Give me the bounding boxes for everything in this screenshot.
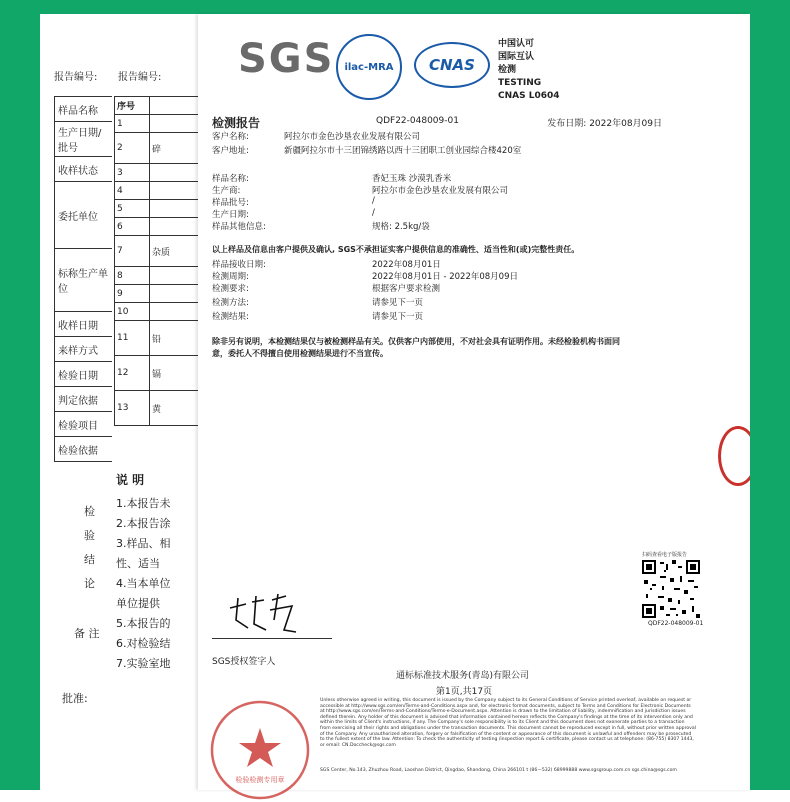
result-label: 检测结果: xyxy=(212,312,249,322)
conclusion-char: 验 xyxy=(84,529,95,542)
row-item: 碎 xyxy=(150,133,205,164)
row-label: 来样方式 xyxy=(55,337,114,362)
accreditation-line: CNAS L0604 xyxy=(498,91,560,101)
batch-value: / xyxy=(372,196,375,206)
prod-date-value: / xyxy=(372,208,375,218)
method-label: 检测方法: xyxy=(212,298,249,308)
svg-text:检验检测专用章: 检验检测专用章 xyxy=(235,776,285,784)
report-title: 检测报告 xyxy=(212,116,261,130)
notes-title: 说 明 xyxy=(116,473,145,487)
row-label: 收样日期 xyxy=(55,312,114,337)
accreditation-line: 中国认可 xyxy=(498,39,535,49)
row-label: 检验日期 xyxy=(55,362,114,387)
note-line: 1.本报告未 xyxy=(116,497,171,510)
row-no: 4 xyxy=(115,182,150,200)
row-no: 12 xyxy=(115,356,150,391)
disclaimer-2-cont: 意，委托人不得擅自使用检测结果进行不当宣传。 xyxy=(212,349,388,358)
sample-name-value: 香妃玉珠 沙漠乳香米 xyxy=(372,174,452,184)
row-label: 样品名称 xyxy=(55,97,114,122)
row-label: 收样状态 xyxy=(55,157,114,182)
report-no-label: 报告编号: xyxy=(118,72,162,83)
row-no: 10 xyxy=(115,303,150,321)
receive-date-label: 样品接收日期: xyxy=(212,260,266,270)
other-info-value: 规格: 2.5kg/袋 xyxy=(372,222,430,232)
note-line: 5.本报告的 xyxy=(116,617,171,630)
remark-label: 备 注 xyxy=(74,627,100,640)
address-value: 新疆阿拉尔市十三团锦绣路以西十三团职工创业园综合楼420室 xyxy=(284,146,522,156)
note-line: 2.本报告涂 xyxy=(116,517,171,530)
conclusion-char: 结 xyxy=(84,553,95,566)
producer-label: 生产商: xyxy=(212,186,241,196)
issue-date: 发布日期: 2022年08月09日 xyxy=(547,119,662,129)
row-item: 杂质 xyxy=(150,236,205,267)
qr-report-number: QDF22-048009-01 xyxy=(648,620,704,627)
accreditation-line: 国际互认 xyxy=(498,52,535,62)
note-line: 性、适当 xyxy=(116,557,160,570)
row-label: 判定依据 xyxy=(55,387,114,412)
report-number: QDF22-048009-01 xyxy=(376,116,459,126)
other-info-label: 样品其他信息: xyxy=(212,222,266,232)
test-period-label: 检测周期: xyxy=(212,272,249,282)
row-item: 黄 xyxy=(150,391,205,426)
row-label: 标称生产单位 xyxy=(55,249,114,312)
ilac-logo-text: ilac-MRA xyxy=(344,62,394,73)
conclusion-char: 论 xyxy=(84,577,95,590)
row-no: 13 xyxy=(115,391,150,426)
address-label: 客户地址: xyxy=(212,146,249,156)
report-no-label: 报告编号: xyxy=(54,72,98,83)
cnas-logo-text: CNAS xyxy=(429,56,475,74)
producer-value: 阿拉尔市金色沙垦农业发展有限公司 xyxy=(372,186,509,196)
method-value: 请参见下一页 xyxy=(372,298,424,308)
row-item: 铅 xyxy=(150,321,205,356)
test-period-value: 2022年08月01日 - 2022年08月09日 xyxy=(372,272,518,282)
footer-address: SGS Center, No.143, Zhuzhou Road, Laoshan District, Qingdao, Shandong, China 266101 t (86—532) 68999888 www.sgsgroup.com.cn sgs.china@sgs.com xyxy=(320,768,677,773)
requirement-value: 根据客户要求检测 xyxy=(372,284,441,294)
signer-label: SGS授权签字人 xyxy=(212,657,276,667)
row-no: 8 xyxy=(115,267,150,285)
row-no: 5 xyxy=(115,200,150,218)
conclusion-char: 检 xyxy=(84,505,95,518)
row-label: 检验依据 xyxy=(55,437,114,462)
qr-caption: 扫码查看电子版报告 xyxy=(642,552,688,558)
sgs-logo: SGS xyxy=(238,36,335,82)
row-no: 6 xyxy=(115,218,150,236)
accreditation-line: TESTING xyxy=(498,78,542,88)
batch-label: 样品批号: xyxy=(212,198,249,208)
note-line: 3.样品、相 xyxy=(116,537,171,550)
terms-fine-print: Unless otherwise agreed in writing, this document is issued by the Company subject to its General Conditions of Service printed overleaf, available on request or accessible at http://www.sgs.com/en/Terms-and-Conditions.aspx and, for electronic format documents, subject to Terms and Conditions for Electronic Documents at http://www.sgs.com/en/Terms-and-Conditions/Terms-e-Document.aspx. Attention is drawn to the limitation of liability, indemnification and jurisdiction issues defined therein. Any holder of this document is advised that information contained hereon reflects the Company's findings at the time of its intervention only and within the limits of Client's instructions, if any. The Company's sole responsibility is to its Client and this document does not exonerate parties to a transaction from exercising all their rights and obligations under the transaction documents. This document cannot be reproduced except in full, without prior written approval of the Company. Any unauthorized alteration, forgery or falsification of the content or appearance of this document is unlawful and offenders may be prosecuted to the fullest extent of the law. Attention: To check the authenticity of testing /inspection report & certificate, please contact us at telephone: (86-755) 8307 1443, or email: CN.Doccheck@sgs.com xyxy=(320,698,696,748)
accreditation-line: 检测 xyxy=(498,65,517,75)
disclaimer-2: 除非另有说明，本检测结果仅与被检测样品有关。仅供客户内部使用，不对社会具有证明作用。未经检验机构书面同 xyxy=(212,337,620,346)
result-value: 请参见下一页 xyxy=(372,312,424,322)
row-no: 2 xyxy=(115,133,150,164)
disclaimer-1: 以上样品及信息由客户提供及确认, SGS不承担证实客户提供信息的准确性、适当性和(或)完整性责任。 xyxy=(212,245,580,254)
note-line: 单位提供 xyxy=(116,597,160,610)
row-no: 9 xyxy=(115,285,150,303)
receive-date-value: 2022年08月01日 xyxy=(372,260,441,270)
prod-date-label: 生产日期: xyxy=(212,210,249,220)
row-label: 检验项目 xyxy=(55,412,114,437)
table-header: 序号 xyxy=(115,97,150,115)
row-no: 7 xyxy=(115,236,150,267)
requirement-label: 检测要求: xyxy=(212,284,249,294)
client-label: 客户名称: xyxy=(212,132,249,142)
row-no: 3 xyxy=(115,164,150,182)
client-value: 阿拉尔市金色沙垦农业发展有限公司 xyxy=(284,132,421,142)
approve-label: 批准: xyxy=(62,692,88,705)
lab-company-name: 通标标准技术服务(青岛)有限公司 xyxy=(396,671,530,681)
page-count: 第1页,共17页 xyxy=(436,687,493,697)
row-no: 11 xyxy=(115,321,150,356)
note-line: 4.当本单位 xyxy=(116,577,171,590)
row-label: 委托单位 xyxy=(55,182,114,249)
sample-name-label: 样品名称: xyxy=(212,174,249,184)
row-item: 镉 xyxy=(150,356,205,391)
row-label: 生产日期/批号 xyxy=(55,122,114,157)
row-no: 1 xyxy=(115,115,150,133)
note-line: 7.实验室地 xyxy=(116,657,171,670)
note-line: 6.对检验结 xyxy=(116,637,171,650)
